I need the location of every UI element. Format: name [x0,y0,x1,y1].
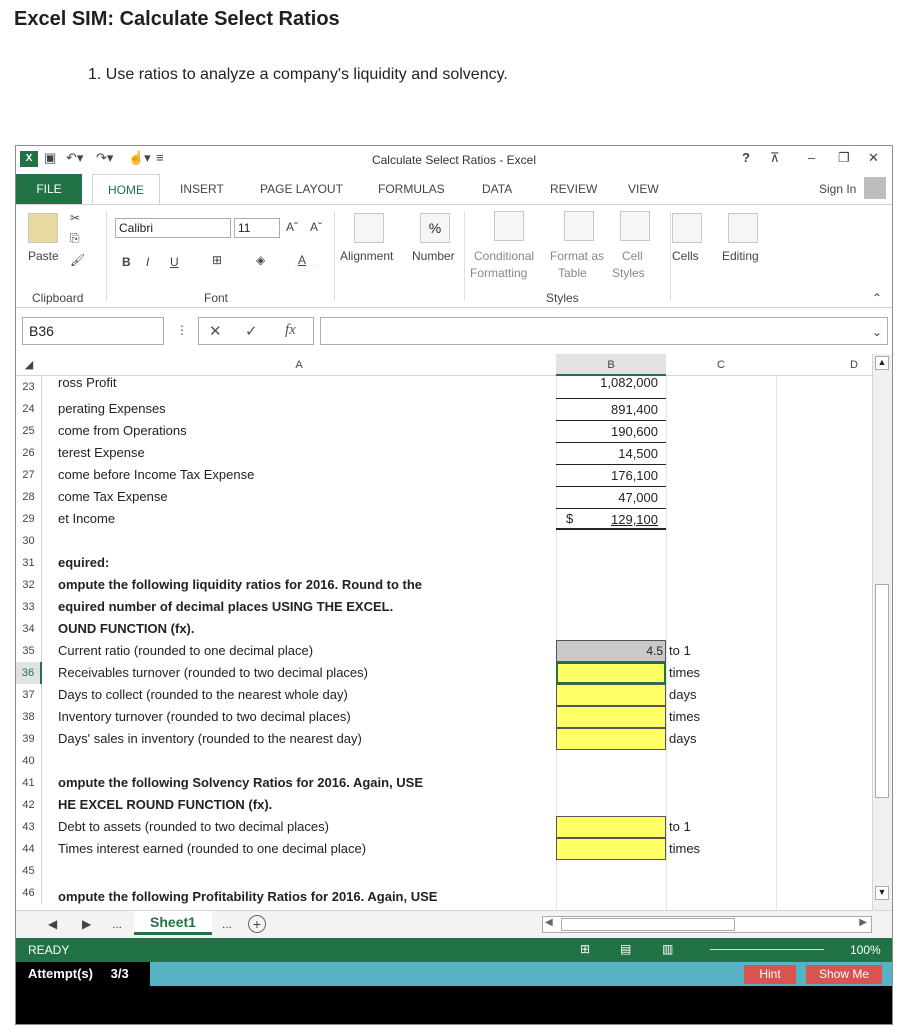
table-row [16,794,872,816]
row-number[interactable]: 45 [16,860,42,882]
zoom-slider[interactable] [710,949,824,950]
cell-col-c[interactable] [666,530,762,552]
row-number[interactable]: 40 [16,750,42,772]
editing-button[interactable]: Editing [722,249,759,263]
table-row [16,398,872,420]
cell-col-c[interactable] [666,794,762,816]
normal-view-icon[interactable]: ⊞ [580,942,591,956]
table-row [16,816,872,838]
attempts-label: Attempt(s) [28,966,93,981]
cell-col-b[interactable] [556,596,666,618]
tab-view[interactable]: VIEW [628,182,659,196]
cell-col-b[interactable] [556,772,666,794]
row-number[interactable]: 31 [16,552,42,574]
redo-icon[interactable]: ↷▾ [96,150,114,165]
cell-col-c[interactable]: to 1 [669,819,691,834]
ribbon-display-icon[interactable]: ⊼ [770,150,780,165]
page-layout-view-icon[interactable]: ▤ [620,942,632,956]
help-button[interactable]: ? [742,150,750,165]
attempts-counter [16,962,150,986]
alignment-icon[interactable] [354,213,384,243]
borders-icon[interactable]: ⊞ [212,253,223,267]
cell-col-c[interactable] [666,376,762,398]
font-color-icon[interactable]: A [298,253,307,267]
cut-icon[interactable]: ✂ [70,211,81,225]
cell-col-b[interactable] [556,838,666,860]
cell-col-b[interactable]: 891,400 [556,398,666,420]
save-icon[interactable]: ▣ [44,150,57,165]
cell-styles-label: Styles [612,266,645,280]
row-number[interactable]: 26 [16,442,42,464]
row-number[interactable]: 38 [16,706,42,728]
expand-formula-bar-icon[interactable]: ⌄ [872,325,883,339]
excel-window [15,145,893,1025]
feedback-panel [16,986,892,1025]
column-header-b[interactable]: B [556,354,666,376]
table-row [16,508,872,530]
table-row [16,882,872,904]
cell-col-c[interactable]: to 1 [669,643,691,658]
tab-formulas[interactable]: FORMULAS [378,182,445,196]
select-all-corner[interactable]: ◢ [24,359,34,371]
cell-col-b[interactable]: 47,000 [556,486,666,508]
cell-col-b[interactable] [556,860,666,882]
tab-home[interactable]: HOME [92,174,160,205]
percent-icon[interactable]: % [420,213,450,243]
cell-col-c[interactable]: times [669,841,701,856]
underline-button[interactable]: U [170,255,179,269]
attempts-bar [16,962,892,986]
format-as-table-icon[interactable] [564,211,594,241]
row-number[interactable]: 36 [16,662,42,684]
cells-icon[interactable] [672,213,702,243]
cell-col-b[interactable]: 176,100 [556,464,666,486]
column-header-a[interactable]: A [295,359,303,371]
format-painter-icon[interactable]: 🖌 [70,253,86,267]
cell-col-a[interactable]: Days' sales in inventory (rounded to the nearest day) [58,731,362,746]
tab-review[interactable]: REVIEW [550,182,598,196]
table-row [16,750,872,772]
format-as-table-label: Table [558,266,587,280]
cell-col-a[interactable] [42,750,556,772]
cell-col-c[interactable]: times [669,665,701,680]
sheet-tab-sheet1[interactable]: Sheet1 [134,911,212,935]
cell-col-b[interactable]: 14,500 [556,442,666,464]
cell-col-a[interactable]: terest Expense [58,445,145,460]
table-row [16,420,872,442]
instruction-text: 1. Use ratios to analyze a company's liquidity and solvency. [88,66,508,83]
cell-col-c[interactable] [666,442,762,464]
cell-col-a[interactable]: ompute the following Profitability Ratios for 2016. Again, USE [58,889,438,904]
sheet-tabs-ellipsis-right[interactable]: ... [222,917,233,931]
fill-color-icon[interactable]: ◈ [256,253,266,267]
number-button[interactable]: Number [412,249,455,263]
table-row [16,728,872,750]
cell-col-c[interactable]: days [669,731,697,746]
page-break-view-icon[interactable]: ▥ [662,942,674,956]
cell-col-a[interactable]: Receivables turnover (rounded to two decimal places) [58,665,368,680]
vertical-scrollbar[interactable] [872,354,892,910]
row-number[interactable]: 41 [16,772,42,794]
status-ready: READY [28,943,70,957]
hint-button[interactable]: Hint [744,965,796,984]
font-name-select[interactable]: Calibri [115,218,231,238]
row-number[interactable]: 33 [16,596,42,618]
cell-col-a[interactable]: equired: [58,555,110,570]
formula-bar [16,309,892,353]
scroll-down-icon[interactable]: ▼ [875,886,889,900]
table-row [16,684,872,706]
sheet-tabs-bar [16,910,892,938]
next-sheet-icon[interactable]: ▶ [82,917,92,931]
cell-col-b[interactable] [556,618,666,640]
minimize-icon[interactable]: – [808,150,816,165]
ribbon-home [16,204,892,308]
formula-input[interactable] [320,317,888,345]
cell-col-c[interactable] [666,486,762,508]
attempts-value: 3/3 [110,966,129,981]
cell-col-a[interactable]: Times interest earned (rounded to one decimal place) [58,841,367,856]
font-group-label: Font [204,291,229,305]
table-row [16,596,872,618]
conditional-formatting-icon[interactable] [494,211,524,241]
editing-icon[interactable] [728,213,758,243]
table-row [16,486,872,508]
cell-col-b[interactable] [556,816,666,838]
table-row [16,772,872,794]
row-number[interactable]: 23 [16,376,42,398]
scroll-right-icon[interactable]: ▶ [859,917,867,928]
cell-col-c[interactable] [666,882,762,904]
cell-col-b[interactable]: 4.5 [556,640,666,662]
clipboard-group-label: Clipboard [32,291,84,305]
cell-col-b[interactable] [556,728,666,750]
row-number[interactable]: 43 [16,816,42,838]
row-number[interactable]: 27 [16,464,42,486]
cell-col-a[interactable]: et Income [58,511,116,526]
cell-col-b[interactable] [556,882,666,904]
insert-function-icon[interactable]: fx [285,322,296,338]
cell-col-a[interactable]: perating Expenses [58,401,166,416]
cell-col-c[interactable] [666,596,762,618]
tab-page-layout[interactable]: PAGE LAYOUT [260,182,343,196]
table-row [16,442,872,464]
scrollbar-thumb[interactable] [875,584,889,798]
ribbon-tabs [16,174,892,204]
cell-col-a[interactable]: Current ratio (rounded to one decimal place) [58,643,314,658]
table-row [16,530,872,552]
table-row [16,618,872,640]
column-header-row [16,354,872,376]
sign-in-link[interactable]: Sign In [819,182,857,196]
table-row [16,552,872,574]
cell-col-c[interactable] [666,618,762,640]
font-size-select[interactable]: 11 [234,218,280,238]
row-number[interactable]: 35 [16,640,42,662]
cell-col-b[interactable]: 1,082,000 [600,375,658,390]
grow-font-icon[interactable]: Aˆ [286,220,298,234]
cell-col-b[interactable] [556,530,666,552]
restore-icon[interactable]: ❐ [838,150,850,165]
row-number[interactable]: 29 [16,508,42,530]
formula-bar-separator: ⋮ [176,323,188,337]
cell-col-b[interactable] [556,662,666,684]
format-as-table-button[interactable]: Format as [550,249,605,263]
column-header-c[interactable]: C [717,359,725,371]
row-number[interactable]: 37 [16,684,42,706]
cell-col-b[interactable]: 190,600 [556,420,666,442]
cell-col-c[interactable]: days [669,687,697,702]
shrink-font-icon[interactable]: Aˇ [310,220,322,234]
avatar-icon[interactable] [864,177,886,199]
copy-icon[interactable]: ⎘ [70,231,80,245]
cell-col-b[interactable] [556,552,666,574]
table-row [16,464,872,486]
cell-col-a[interactable]: Days to collect (rounded to the nearest whole day) [58,687,348,702]
alignment-button[interactable]: Alignment [340,249,394,263]
cell-col-a[interactable]: equired number of decimal places USING THE EXCEL. [58,599,394,614]
scroll-left-icon[interactable]: ◀ [545,917,553,928]
table-row [16,838,872,860]
cell-col-c[interactable] [666,508,762,530]
cell-col-a[interactable]: Inventory turnover (rounded to two decimal places) [58,709,351,724]
show-me-button[interactable]: Show Me [806,965,882,984]
close-icon[interactable]: ✕ [868,150,879,165]
cell-col-a[interactable]: ross Profit [58,376,117,390]
cell-col-c[interactable] [666,574,762,596]
cells-button[interactable]: Cells [672,249,699,263]
conditional-formatting-button[interactable]: Conditional [474,249,535,263]
cell-col-a[interactable]: Debt to assets (rounded to two decimal places) [58,819,329,834]
cell-col-a[interactable] [42,530,556,552]
excel-logo-icon: X [20,151,38,167]
cell-col-b[interactable]: 129,100 [556,508,666,530]
cancel-icon[interactable]: ✕ [209,323,222,340]
table-row [16,662,872,684]
italic-button[interactable]: I [146,255,150,269]
column-header-d[interactable]: D [850,359,858,371]
cell-col-c[interactable]: times [669,709,701,724]
row-number[interactable]: 32 [16,574,42,596]
row-number[interactable]: 39 [16,728,42,750]
cell-col-c[interactable] [666,750,762,772]
cell-col-b[interactable] [556,794,666,816]
cell-col-a[interactable]: ompute the following liquidity ratios for 2016. Round to the [58,577,422,592]
cell-col-a[interactable]: come before Income Tax Expense [58,467,255,482]
customize-qat-icon[interactable]: ≡ [156,150,164,165]
cell-col-c[interactable] [666,860,762,882]
tab-file[interactable]: FILE [16,174,82,204]
worksheet-grid [16,354,892,910]
table-row [16,860,872,882]
cell-col-b[interactable] [556,684,666,706]
row-number[interactable]: 44 [16,838,42,860]
tab-insert[interactable]: INSERT [180,182,224,196]
scroll-up-icon[interactable]: ▲ [875,356,889,370]
cell-col-a[interactable]: ompute the following Solvency Ratios for 2016. Again, USE [58,775,424,790]
conditional-formatting-label: Formatting [470,266,528,280]
cell-col-b[interactable] [556,750,666,772]
page-title: Excel SIM: Calculate Select Ratios [14,8,340,30]
cell-col-b[interactable] [556,574,666,596]
add-sheet-icon[interactable]: + [248,915,266,933]
bold-button[interactable]: B [122,255,131,269]
cell-col-a[interactable]: come from Operations [58,423,187,438]
cell-col-c[interactable] [666,772,762,794]
cell-col-c[interactable] [666,552,762,574]
enter-icon[interactable]: ✓ [245,323,258,340]
row-number[interactable]: 42 [16,794,42,816]
table-row [16,706,872,728]
undo-icon[interactable]: ↶▾ [66,150,84,165]
cell-col-c[interactable] [666,398,762,420]
table-row [16,574,872,596]
cell-col-a[interactable]: HE EXCEL ROUND FUNCTION (fx). [58,797,273,812]
cell-col-a[interactable]: come Tax Expense [58,489,168,504]
formula-buttons [198,317,314,345]
cell-col-c[interactable] [666,464,762,486]
paste-icon[interactable] [28,213,58,243]
cell-col-a[interactable]: OUND FUNCTION (fx). [58,621,195,636]
touch-mode-icon[interactable]: ☝▾ [128,150,151,165]
collapse-ribbon-icon[interactable]: ⌃ [872,291,883,305]
row-number[interactable]: 25 [16,420,42,442]
tab-data[interactable]: DATA [482,182,513,196]
status-bar [16,938,892,962]
table-row [16,640,872,662]
styles-group-label: Styles [546,291,579,305]
prev-sheet-icon[interactable]: ◀ [48,917,58,931]
table-row [16,376,872,398]
currency-symbol: $ [566,511,574,526]
row-number[interactable]: 30 [16,530,42,552]
row-number[interactable]: 28 [16,486,42,508]
horizontal-scrollbar-thumb[interactable] [561,918,735,931]
cell-styles-button[interactable]: Cell [622,249,643,263]
cell-col-c[interactable] [666,420,762,442]
sheet-tabs-ellipsis-left[interactable]: ... [112,917,123,931]
row-number[interactable]: 24 [16,398,42,420]
paste-button[interactable]: Paste [28,249,59,263]
zoom-level[interactable]: 100% [850,943,881,957]
cell-styles-icon[interactable] [620,211,650,241]
row-number[interactable]: 46 [16,882,42,904]
cell-col-a[interactable] [42,860,556,882]
row-number[interactable]: 34 [16,618,42,640]
name-box[interactable]: B36 [22,317,164,345]
window-title: Calculate Select Ratios - Excel [371,153,537,167]
cell-col-b[interactable] [556,706,666,728]
title-bar [16,146,892,174]
horizontal-scrollbar[interactable] [542,916,872,933]
